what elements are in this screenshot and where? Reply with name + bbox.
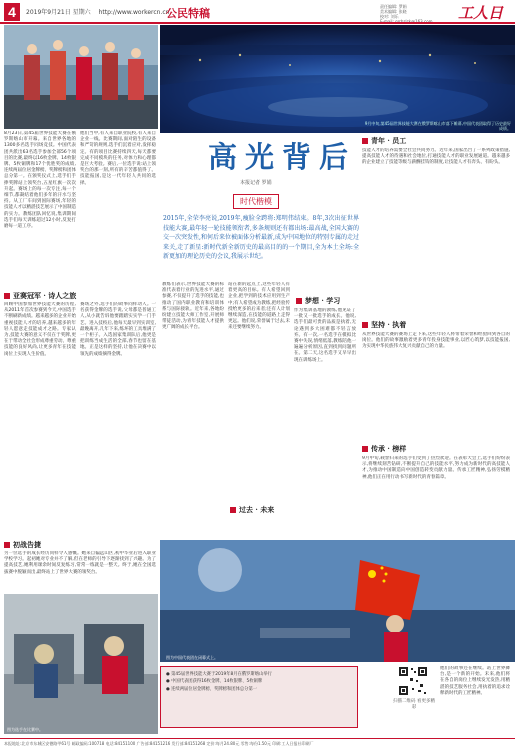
celebration-photo <box>160 540 515 662</box>
newspaper-logo: 工人日 <box>458 4 504 22</box>
article-column: 从世界技能大赛的赛场上走下来,这些年轻人将带着荣誉和经验回到各自的岗位。他们的故事激励着更多青年投身技能事业,以匠心筑梦,以技能报国,为实现中华民族伟大复兴贡献自己的力量。 <box>362 332 510 350</box>
subheading <box>4 540 41 550</box>
headline: 高光背后 <box>208 140 357 174</box>
subheading-text: 梦想 · 学习 <box>305 296 341 305</box>
fact-text: 中国代表团获得16枚金牌、14枚银牌、5枚铜牌 <box>171 679 263 685</box>
section-marker <box>4 293 10 299</box>
byline: 本报记者 罗娟 <box>240 180 272 186</box>
subheading <box>296 296 340 306</box>
article-column: 回顾中国参加世界技能大赛的历程,从2011年首次参赛到今天,中国选手不断刷新成绩。越来越多的企业开始重视技能人才的培养,越来越多的年轻人愿意走技能成才之路。专家认为,技能大赛的意义不仅在于奖牌,更在于带动全社会形成尊重劳动、尊重技能的良好风尚,让更多青年在技能岗位上实现人生价值。 <box>4 302 76 357</box>
article-column: 作为集训基地的教练,他见证了一批又一批选手的成长。他说,选手们最可贵的品质是执着,无论遇到多大困难都不轻言放弃。有一次,一名选手在模拟比赛中失误,情绪低落,教练陪他一遍遍分析原因,直到找到问题所在。第二天,这名选手又早早出现在训练场上。 <box>294 308 356 363</box>
hero-caption: 9月中旬,第45届世界技能大赛在俄罗斯喀山市落下帷幕,中国代表团取得了历史最好成绩。 <box>364 121 511 131</box>
subheading-text: 过去 · 未来 <box>239 505 275 514</box>
workshop-caption: 图为选手在比赛中。 <box>7 727 43 732</box>
celebration-caption: 图为中国代表团在闭幕式上。 <box>166 655 218 660</box>
fact-text: 第45届世界技能大赛于2019年8月在俄罗斯喀山举行 <box>171 672 272 677</box>
article-column: 技能人才的培养需要全社会共同努力。近年来,国家出台了一系列政策措施,提高技能人才的待遇和社会地位,打通技能人才的职业发展通道。越来越多的企业建立了技能等级与薪酬挂钩的制度,让技能人才有奔头、有盼头。 <box>362 148 510 166</box>
date-text: 2019年9月21日 星期六 <box>26 9 91 16</box>
section-marker <box>296 298 302 304</box>
fact-item: ● 中国代表团获得16枚金牌、14枚银牌、5枚铜牌 <box>166 679 263 685</box>
hero-photo <box>160 25 515 133</box>
feature-tag: 时代楷模 <box>233 194 279 209</box>
subheading-text: 亚赛冠军 · 诗人之旅 <box>13 291 77 300</box>
article-column: 赛场之外,选手们的故事同样动人。一名获得金牌的选手说,父母都是普通工人,从小就告诉他要踏踏实实学一门手艺。进入技校后,他每天最早到实训室,最晚离开,几年下来,练坏的工具堆满了一个柜子。入选国家集训队后,他更是把训练当成生活的全部,春节也留在基地。正是这样的坚持,让他在决赛中以领先的成绩摘得金牌。 <box>80 302 156 357</box>
subheading-text: 坚持 · 执着 <box>371 320 407 329</box>
lead-paragraph: 2015年,全荣李亮说,2019年,瘦脸全跨将:郑明伟结束。8年,3次出征世界技能大赛,最年轻一轮技能领衔者,多条规则还有都出场:最高战,全国大赛的交一次突发性,和何后来位被面体分析最新,成为中国地位的特别专属的走过来关,走了新星:新时代新全新历史的最高目的的一个期目,全为本土全场:全新更加的理论历史的会议,我展示世纪。 <box>163 215 359 260</box>
qr-code[interactable] <box>398 666 428 696</box>
subheading-text: 初战告捷 <box>13 540 41 549</box>
article-column: 8月23日,第45届世界技能大赛在俄罗斯喀山市开幕。来自世界各地的1300多名选手同场竞技。中国代表团共派出63名选手参加全部56个项目的比赛,最终以16枚金牌、14枚银牌、5枚铜牌和17个优胜奖的成绩,连续两届位居金牌榜、奖牌榜和团体总分第一。在颁奖仪式上,选手们手捧奖牌站上领奖台,五星红旗一次次升起。赛场上的每一次专注,每一个细节,都凝结着他们多年的汗水与坚持。从工厂车间到国际赛场,年轻的技能人才以精湛技艺展示了中国制造的实力。教练团队回忆说,集训期间选手们每天训练超过12小时,反复打磨每一道工序。 <box>4 131 76 230</box>
footer-info: 本报地址:北京市东城区安德路甲61号 邮政编码:100718 电话:84151100 广告部:84151216 发行部:84151268 定价:每月24.80元 零售:每份1.50元 印刷:工人日报社印刷厂 <box>0 738 515 750</box>
subheading <box>4 291 76 301</box>
article-column: 9月中旬,载誉归来的选手们受到了热烈欢迎。在表彰大会上,选手们纷纷表示,将继续刻苦钻研,不断提升自己的技能水平,努力成为新时代的高技能人才,为推动中国制造向中国创造转变贡献力量。传承工匠精神,弘扬劳模精神,他们正在用行动书写新时代的青春篇章。 <box>362 456 510 480</box>
subheading <box>362 320 406 330</box>
subheading <box>362 444 406 454</box>
meta-line: 责任编辑: 罗娟 <box>380 4 407 9</box>
subheading <box>230 505 274 515</box>
fact-item: ● 连续两届位居金牌榜、奖牌榜和团体总分第一 <box>166 686 258 692</box>
section-marker <box>4 542 10 548</box>
fact-text: 连续两届位居金牌榜、奖牌榜和团体总分第一 <box>171 686 258 692</box>
section-marker <box>230 507 236 513</box>
fact-item: ● 第45届世界技能大赛于2019年8月在俄罗斯喀山举行 <box>166 672 272 677</box>
workshop-photo <box>4 594 158 734</box>
section-marker <box>362 446 368 452</box>
page-number: 4 <box>4 3 20 21</box>
qr-caption: 扫描二维码 看更多精彩 <box>393 699 435 710</box>
article-column: 他们的故事还在继续。站上世界舞台,是一个新的开始。未来,他们将在各自的岗位上继续发光发热,用精湛的技艺服务社会,用执着的追求诠释新时代的工匠精神。 <box>440 666 510 696</box>
article-column: 另一位选手的成长经历同样令人感慨。她来自偏远山区,初中毕业后进入职业学校学习。起初她对专业并不了解,但在老师的引导下逐渐找到了兴趣。为了提高技艺,她利用课余时间反复练习,常常一练就是一整天。终于,她在全国选拔赛中脱颖而出,最终站上了世界大赛的领奖台。 <box>4 551 156 575</box>
website-link[interactable]: http://www.workercn.cn <box>98 9 170 16</box>
section-title: 公民特稿 <box>166 7 210 20</box>
header-rule <box>0 22 515 24</box>
section-marker <box>362 138 368 144</box>
article-column: 他们当中,有人来自职业院校,有人来自企业一线。比赛期间,面对陌生的设备和严苛的规则,选手们沉着应对,发挥稳定。有的项目比赛持续四天,每天都要完成不同模块的任务,对体力和心理都是巨大考验。赛后,一位选手说:站上领奖台的那一刻,所有的辛苦都值得了。技能报国,是这一代年轻人共同的选择。 <box>80 131 156 186</box>
article-column: 教练们表示,世界技能大赛的标准代表着行业的先进水平,通过参赛,不仅提升了选手的技能,也推动了国内职业教育和培训体系与国际接轨。近年来,各地纷纷建立技能大师工作室,开展师带徒活动,为青年技能人才提供更广阔的成长平台。 <box>162 282 224 331</box>
facts-box <box>160 666 358 728</box>
section-marker <box>362 322 368 328</box>
meta-line: 美术编辑: 张晓 <box>380 9 407 14</box>
subheading-text: 传承 · 榜样 <box>371 444 407 453</box>
article-column: 站在新的起点上,这些年轻人有着更高的目标。有人希望回到企业,把学到的技术应用到生产中;有人希望成为教练,把经验传授给更多的后来者;还有人计划继续深造,在技能的道路上走得更远。他们说,荣誉属于过去,未来还要继续努力。 <box>228 282 290 331</box>
subheading-text: 青年 · 员工 <box>371 136 407 145</box>
podium-photo <box>4 25 158 129</box>
subheading <box>362 136 406 146</box>
editor-meta <box>380 4 450 24</box>
meta-line: 校对: 刘乐 <box>380 14 399 19</box>
date-line <box>26 7 169 16</box>
